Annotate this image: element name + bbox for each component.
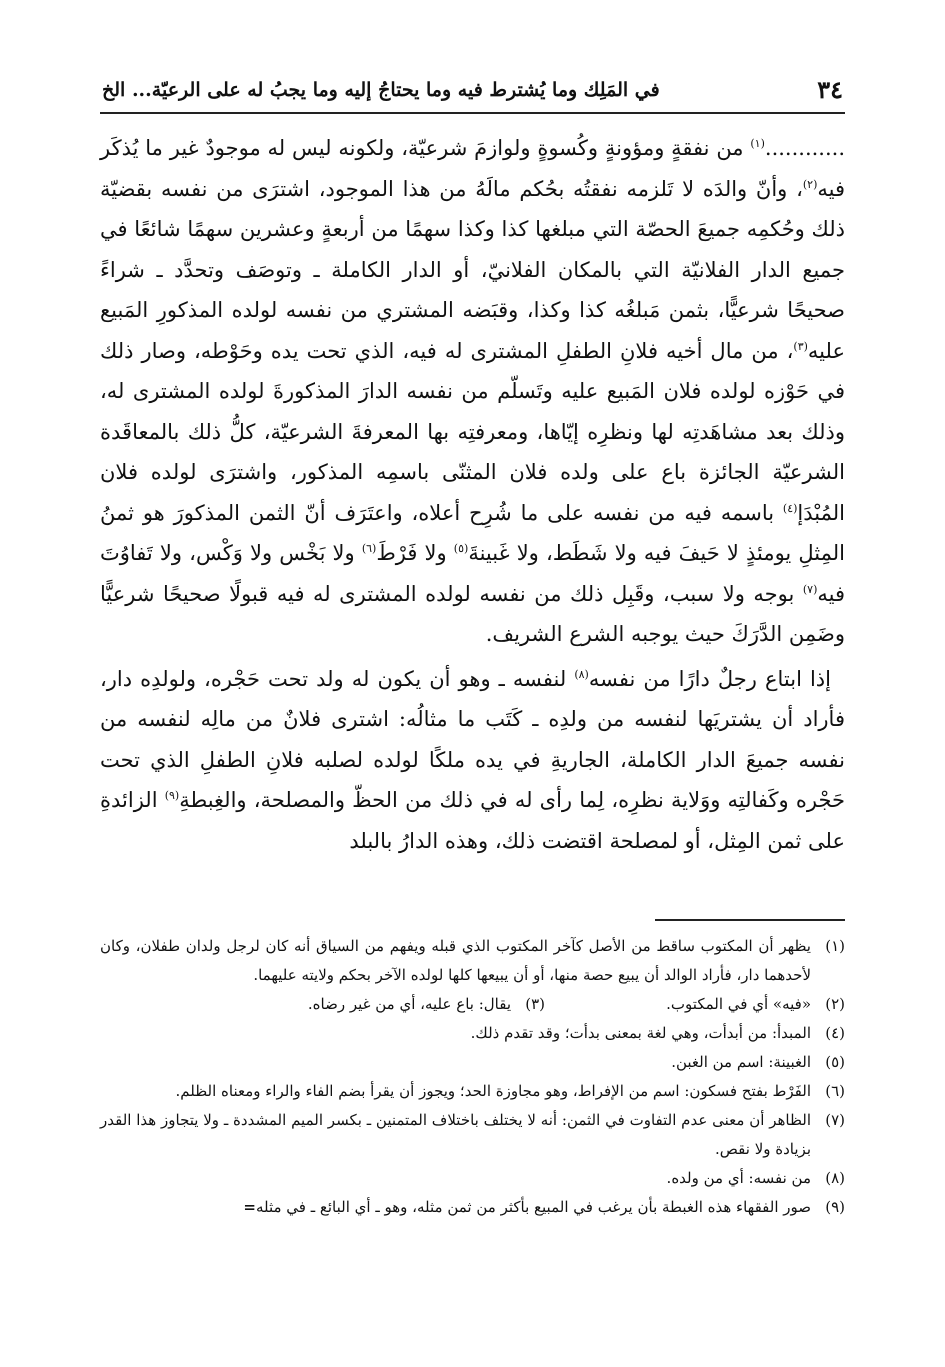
running-title: في المَلِك وما يُشترط فيه وما يحتاجُ إليه وما يجبُ له على الرعيّة... الخ	[102, 79, 660, 101]
footnote-reference[interactable]: (٣)	[793, 339, 808, 353]
text-run: من نفقةٍ ومؤونةٍ وكُسوةٍ ولوازمَ شرعيّة، ولكونه ليس له موجودٌ غير ما يُذكَر فيه	[100, 136, 845, 201]
footnote-text: المبدأ: من أبدأت، وهي لغة بمعنى بدأت؛ وقد تقدم ذلك.	[470, 1024, 811, 1042]
footnote-number: (٤)	[825, 1024, 845, 1042]
footnote	[100, 1048, 845, 1077]
footnote-text	[100, 1193, 811, 1222]
text-run: ولا بَخْس ولا وَكْس، ولا تَفاوُتَ فيه	[100, 541, 845, 606]
footnote-number: (٧)	[825, 1111, 845, 1129]
footnote	[100, 1077, 845, 1106]
paragraph	[100, 659, 845, 862]
footnote	[100, 1164, 845, 1193]
page-header	[100, 68, 845, 114]
footnote-text: يقال: باع عليه، أي من غير رضاه.	[307, 995, 511, 1013]
footnote-reference[interactable]: (٥)	[453, 542, 469, 555]
footnote-number: (٦)	[825, 1082, 845, 1100]
text-run: ولا فَرْطَ	[376, 541, 454, 565]
footnote-reference[interactable]: (٢)	[802, 177, 818, 191]
footnote-text: يظهر أن المكتوب ساقط من الأصل كآخر المكتوب الذي قبله ويفهم من السياق أنه كان لرجل ولدان طفلان، وكان لأحدهما دار، فأراد الوالد أن يبيع حصة منها، أو أن يبيعها كلها لولده الآخر بحكم ولايته عليهما.	[100, 937, 811, 984]
paragraph	[100, 128, 845, 655]
footnotes	[100, 932, 845, 1222]
footnote	[545, 990, 845, 1019]
footnote	[100, 932, 845, 990]
book-page	[100, 68, 845, 1348]
footnote-reference[interactable]: (٤)	[782, 501, 798, 515]
text-run: إذا ابتاع رجلٌ دارًا من نفسه	[588, 666, 831, 691]
footnote-reference[interactable]: (٦)	[361, 542, 377, 555]
text-run: بوجه ولا سبب، وقَبِل ذلك من نفسه لولده المشترى له فيه قبولًا صحيحًا شرعيًّا وضَمِن الدَّرَكَ حيث يوجبه الشرع الشريف.	[100, 581, 845, 646]
footnote-number: (٢)	[825, 995, 845, 1013]
continuation-mark: =	[243, 1198, 256, 1216]
footnote-text-content: صور الفقهاء هذه الغبطة بأن يرغب في المبيع بأكثر من ثمن مثله، وهو ـ أي البائع ـ في مثله	[255, 1198, 811, 1216]
footnote-number: (٥)	[825, 1053, 845, 1071]
footnote-text: الظاهر أن معنى عدم التفاوت في الثمن: أنه لا يختلف باختلاف المتمنين ـ بكسر الميم المشددة ـ ولا يتجاوز هذا القدر بزيادة ولا نقص.	[100, 1111, 811, 1158]
footnote-text: الفَرْط بفتح فسكون: اسم من الإفراط، وهو مجاوزة الحد؛ ويجوز أن يقرأ بضم الفاء والراء ومعناه الظلم.	[175, 1082, 811, 1100]
main-text	[100, 128, 845, 861]
text-run: ، من مال أخيه فلانِ الطفلِ المشترى له فيه، الذي تحت يده وحَوْطه، وصار ذلك في حَوْزه لولده فلان المَبيع عليه وتَسلّم من نفسه الدارَ المذكورةَ لولده المشترى له، وذلك بعد مشاهَدتِه لها ونظرِه إيّاها، ومعرفتِه بها المعرفةَ الشرعيّة، كلُّ ذلك بالمعاقَدة الشرعيّة الجائزة باع على ولده فلان المثنّى باسمِه المذكور، واشترَى لولده فلان المُبْدَإ	[100, 338, 845, 525]
text-run: لنفسه ـ وهو أن يكون له ولد تحت حَجْره، ولولدِه دار، فأراد أن يشتريَها لنفسه من ولدِه ـ كَتَب ما مثالُه: اشترى فلانٌ من مالِه لنفسه من نفسه جميعَ الدار الكاملة، الجاريةِ في يده ملكًا لولده لصلبه فلانِ الطفلِ الذي تحت حَجْره وكَفالتِه ووَلاية نظرِه، لِما رأى له في ذلك من الحظّ والمصلحة، والغِبطةِ	[100, 666, 845, 812]
footnote-number: (١)	[825, 937, 845, 955]
footnote-pair	[100, 990, 845, 1019]
footnote-number: (٣)	[525, 995, 545, 1013]
footnote	[100, 1019, 845, 1048]
footnote	[100, 1106, 845, 1164]
footnote	[100, 990, 545, 1019]
footnote-text: من نفسه: أي من ولده.	[666, 1169, 811, 1187]
footnote-reference[interactable]: (٧)	[802, 582, 818, 596]
footnote-reference[interactable]: (٩)	[164, 789, 180, 802]
footnote-reference[interactable]: (٨)	[574, 667, 589, 681]
footnote-number: (٩)	[825, 1198, 845, 1216]
text-run: الزائدةِ على ثمن المِثل، أو لمصلحة اقتضت ذلك، وهذه الدارُ بالبلد	[100, 788, 845, 853]
footnote-separator	[655, 919, 845, 921]
footnote-reference[interactable]: (١)	[750, 137, 765, 150]
footnote-number: (٨)	[825, 1169, 845, 1187]
footnote	[100, 1193, 845, 1222]
text-run: ............	[764, 136, 845, 160]
text-run: ، وأنّ والدَه لا تَلزمه نفقتُه بحُكم مالَهُ من هذا الموجود، اشترَى من نفسه بقضيّة ذلك وحُكمِه جميعَ الحصّة التي مبلغها كذا وكذا سهمًا من أربعةٍ وعشرين سهمًا شائعًا في جميع الدار الفلانيّة التي بالمكان الفلانيّ، أو الدار الكاملة ـ وتوصَف وتحدَّد ـ شراءً صحيحًا شرعيًّا، بثمن مَبلغُه كذا وكذا، وقبَضه المشتري من نفسه لولده المذكورِ المَبيع عليه	[100, 176, 845, 363]
footnote-text: «فيه» أي في المكتوب.	[666, 995, 811, 1013]
page-number: ٣٤	[817, 75, 843, 104]
text-run: باسمه فيه من نفسه على ما شُرِح أعلاه، واعتَرَف أنّ الثمن المذكورَ هو ثمنُ المِثلِ يومئذٍ لا حَيفَ فيه ولا شَطَط، ولا غَبينةَ	[100, 500, 846, 565]
footnote-text: الغبينة: اسم من الغبن.	[671, 1053, 811, 1071]
